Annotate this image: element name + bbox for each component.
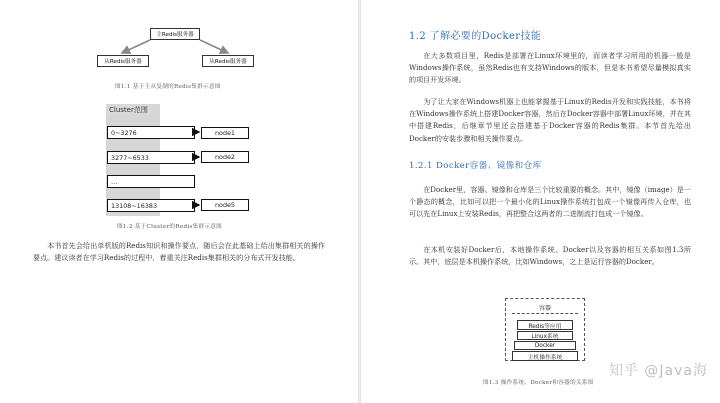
slave-redis-box-left: 从Redis服务器 bbox=[97, 55, 149, 67]
range-slot-4: 13108~16383 bbox=[107, 199, 195, 212]
right-paragraph-1: 在大多数项目里，Redis是部署在Linux环境里的，而读者学习所用的机器一般是Windows操作系统，虽然Redis也有支持Windows的版本，但是本书希望尽量模拟真实的项目开发环境。 bbox=[409, 51, 691, 85]
layer-redis-apps: Redis等应用 bbox=[517, 320, 573, 330]
subsection-title: 1.2.1 Docker容器、镜像和仓库 bbox=[409, 161, 542, 171]
cluster-range-title: Cluster范围 bbox=[106, 105, 151, 115]
layer-docker: Docker bbox=[514, 341, 576, 350]
node-box-2: node2 bbox=[201, 151, 249, 163]
section-title: 1.2 了解必要的Docker技能 bbox=[409, 31, 542, 42]
fig13-caption: 图1.3 操作系统、Docker和容器的关系图 bbox=[483, 380, 594, 386]
right-page bbox=[361, 0, 720, 403]
layer-linux: Linux系统 bbox=[517, 331, 573, 340]
container-label: 容器 bbox=[539, 305, 552, 312]
range-slot-2: 3277~6533 bbox=[107, 151, 195, 164]
right-paragraph-4: 在本机安装好Docker后，本地操作系统、Docker以及容器的相互关系如图1.3所示。其中，底层是本机操作系统，比如Windows，之上是运行容器的Docker。 bbox=[409, 245, 691, 267]
right-paragraph-3: 在Docker里，容器、镜像和仓库是三个比较重要的概念。其中，镜像（image）是一个静态的概念，比如可以把一个最小化的Linux操作系统打包成一个镜像再传入仓库，也可以先在Linux上安装Redis，再把整合这两者的二进制流打包成一个镜像。 bbox=[409, 185, 691, 219]
container-divider bbox=[512, 313, 578, 314]
zhihu-watermark: 知乎 @Java海 bbox=[608, 363, 708, 379]
fig12-caption: 图1.2 基于Cluster的Redis集群示意图 bbox=[117, 224, 223, 230]
layer-host-os: 主机操作系统 bbox=[512, 351, 578, 361]
fig12-arrows bbox=[0, 0, 358, 230]
fig11-caption: 图1.1 基于主从复制的Redis集群示意图 bbox=[115, 84, 221, 90]
left-paragraph-1: 本书首先会给出单机版的Redis知识和操作要点，随后会在此基础上给出集群相关的操作要点。建议读者在学习Redis的过程中，着重关注Redis集群相关的分布式开发技能。 bbox=[33, 241, 325, 263]
node-box-5: node5 bbox=[201, 199, 249, 211]
slave-redis-box-right: 从Redis服务器 bbox=[202, 55, 254, 67]
node-box-1: node1 bbox=[201, 127, 249, 139]
right-paragraph-2: 为了让大家在Windows机器上也能掌握基于Linux的Redis开发和实践技能，本书将在Windows操作系统上搭建Docker容器，然后在Docker容器中部署Linux环境，并在其中搭建Redis，后继章节里还会搭建基于Docker容器的Redis集群。本节首先给出Docker的安装步骤和相关操作要点。 bbox=[409, 97, 691, 143]
left-page bbox=[0, 0, 358, 403]
range-slot-1: 0~3276 bbox=[107, 126, 195, 139]
range-slot-3: … bbox=[107, 175, 195, 188]
master-redis-box: 主Redis服务器 bbox=[150, 28, 200, 40]
